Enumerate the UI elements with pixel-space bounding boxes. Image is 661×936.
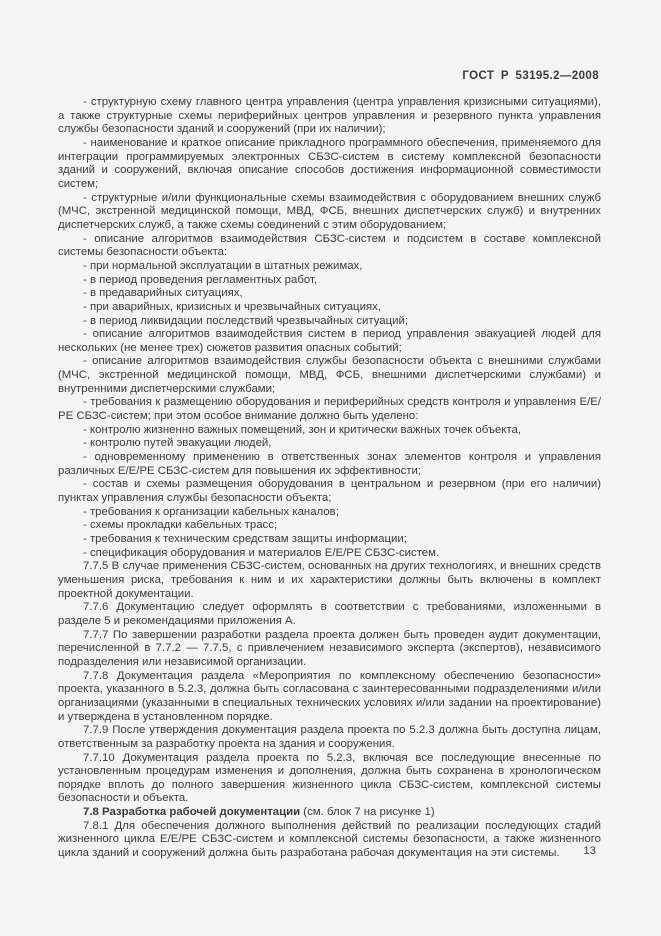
section-heading-note: (см. блок 7 на рисунке 1) bbox=[300, 806, 435, 819]
clause-7-7-10: 7.7.10 Документация раздела проекта по 5.2.3, включая все последующие внесенные по установленным процедурам изменения и дополнения, должна быть сохранена в хронологическом порядке вплоть до полного завершения жизненного цикла СБЗС-систем, комплексной системы безопасности и объекта. bbox=[58, 751, 601, 805]
list-item: - в период ликвидации последствий чрезвычайных ситуаций; bbox=[83, 314, 409, 327]
clause-7-7-6: 7.7.6 Документацию следует оформлять в соответствии с требованиями, изложенными в разделе 5 и рекомендациями приложения А. bbox=[58, 601, 601, 627]
paragraph: - структурную схему главного центра управления (центра управления кризисными ситуациями), а также структурные схемы периферийных центров управления и резервного пункта управления службы безопасности зданий и сооружений (при их наличии); bbox=[58, 96, 601, 136]
list-item: - контролю жизненно важных помещений, зон и критически важных точек объекта, bbox=[83, 423, 521, 436]
section-heading-title: 7.8 Разработка рабочей документации bbox=[83, 806, 301, 819]
paragraph: - состав и схемы размещения оборудования в центральном и резервном (при его наличии) пунктах управления службы безопасности объекта; bbox=[58, 478, 601, 505]
paragraph: - описание алгоритмов взаимодействия службы безопасности объекта с внешними службами (МЧС, экстренной медицинской помощи, МВД, ФСБ, внешними диспетчерскими службами) и внутренними диспетчерскими службами; bbox=[58, 355, 601, 395]
list-item: - контролю путей эвакуации людей, bbox=[83, 437, 272, 450]
clause-7-8-1: 7.8.1 Для обеспечения должного выполнения действий по реализации последующих стадий жизненного цикла Е/Е/РЕ СБЗС-систем и комплексной системы безопасности, а также жизненного цикла зданий и сооружений должна быть разработана рабочая документация на эти системы. bbox=[58, 819, 601, 860]
list-item: - при аварийных, кризисных и чрезвычайных ситуациях, bbox=[83, 300, 381, 313]
list-item: - спецификация оборудования и материалов Е/Е/РЕ СБЗС-систем. bbox=[83, 546, 440, 559]
paragraph: - описание алгоритмов взаимодействия систем в период управления эвакуацией людей для нескольких (не менее трех) сюжетов развития опасных событий; bbox=[58, 328, 601, 354]
list-item: - в период проведения регламентных работ, bbox=[83, 273, 318, 286]
paragraph: - наименование и краткое описание прикладного программного обеспечения, применяемого для интеграции программируемых электронных СБЗС-систем в систему комплексной безопасности зданий и сооружений, включая описание способов достижения информационной совместимости систем; bbox=[58, 136, 601, 190]
paragraph: - описание алгоритмов взаимодействия СБЗС-систем и подсистем в составе комплексной системы безопасности объекта: bbox=[58, 232, 601, 259]
paragraph: - требования к размещению оборудования и периферийных средств контроля и управления Е/Е/РЕ СБЗС-систем; при этом особое внимание должно быть уделено: bbox=[58, 396, 601, 423]
section-heading-7-8 bbox=[58, 806, 601, 820]
clause-7-7-7: 7.7.7 По завершении разработки раздела проекта должен быть проведен аудит документации, перечисленной в 7.7.2 — 7.7.5, с привлечением независимого эксперта (экспертов), независимого подразделения или независимой организации. bbox=[58, 628, 601, 668]
page-number: 13 bbox=[583, 845, 596, 857]
list-item: - требования к организации кабельных каналов; bbox=[83, 505, 339, 518]
list-item: - в предаварийных ситуациях, bbox=[83, 287, 243, 300]
clause-7-7-8: 7.7.8 Документация раздела «Мероприятия по комплексному обеспечению безопасности» проекта, указанного в 5.2.3, должна быть согласована с заинтересованными подразделениями и/или организациями (указанными в специальных технических условиях и/или задании на проектирование) и утверждена в установленном порядке. bbox=[58, 669, 601, 723]
list-item: - при нормальной эксплуатации в штатных режимах, bbox=[83, 259, 363, 272]
clause-7-7-5: 7.7.5 В случае применения СБЗС-систем, основанных на других технологиях, и внешних средств уменьшения риска, требования к ним и их характеристики должны быть включены в комплект проектной документации. bbox=[58, 560, 601, 600]
list-item: - одновременному применению в ответственных зонах элементов контроля и управления различных Е/Е/РЕ СБЗС-систем для повышения их эффективности; bbox=[58, 451, 601, 477]
list-item: - схемы прокладки кабельных трасс; bbox=[83, 519, 278, 532]
document-body bbox=[58, 96, 601, 861]
list-item: - требования к техническим средствам защиты информации; bbox=[83, 533, 407, 545]
clause-7-7-9: 7.7.9 После утверждения документация раздела проекта по 5.2.3 должна быть доступна лицам, ответственным за разработку проекта на здания и сооружения. bbox=[58, 724, 601, 750]
document-header-standard-number: ГОСТ Р 53195.2—2008 bbox=[462, 70, 599, 82]
paragraph: - структурные и/или функциональные схемы взаимодействия с оборудованием внешних служб (МЧС, экстренной медицинской помощи, МВД, ФСБ, внешних диспетчерских служб) и внутренних диспетчерских служб, а также схемы соединений с этим оборудованием; bbox=[58, 191, 601, 231]
